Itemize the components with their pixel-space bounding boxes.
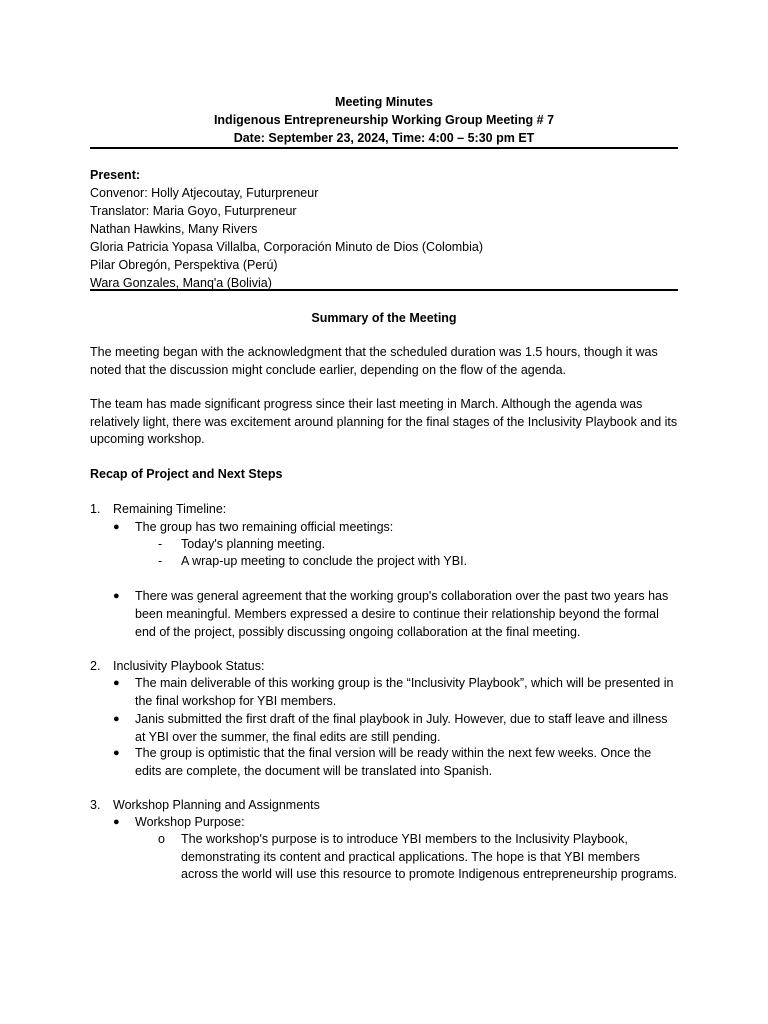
numbered-item xyxy=(90,796,320,814)
attendee: Nathan Hawkins, Many Rivers xyxy=(90,222,258,236)
item-number: 2. xyxy=(90,659,101,673)
attendee: Convenor: Holly Atjecoutay, Futurpreneur xyxy=(90,186,319,200)
summary-heading: Summary of the Meeting xyxy=(311,311,457,325)
attendees-section xyxy=(90,166,678,292)
bullet-item: ● The group has two remaining official meetings: xyxy=(113,520,394,534)
item-title: Remaining Timeline: xyxy=(113,502,227,516)
recap-heading: Recap of Project and Next Steps xyxy=(90,467,283,481)
numbered-item xyxy=(90,500,226,518)
bullet-icon: ● xyxy=(113,816,120,828)
item-title: Inclusivity Playbook Status: xyxy=(113,659,265,673)
summary-paragraph: The team has made significant progress since their last meeting in March. Although the agenda was relatively light, there was excitement around planning for the final stages of the Inclusivity Playbook and its upcoming workshop. xyxy=(90,397,678,446)
meeting-name: Indigenous Entrepreneurship Working Group Meeting # 7 xyxy=(213,113,555,127)
bullet-icon: ● xyxy=(113,713,120,725)
dash-icon: - xyxy=(158,537,163,551)
bullet-item: ● There was general agreement that the working group's collaboration over the past two years has been meaningful. Members expressed a desire to continue their relationship beyond the formal end of the project, possibly discussing ongoing collaboration at the final meeting. xyxy=(113,589,669,639)
header-divider xyxy=(90,147,678,149)
present-label: Present: xyxy=(90,168,141,182)
item-title: Workshop Planning and Assignments xyxy=(113,798,320,812)
document-header xyxy=(90,93,678,147)
bullet-icon: ● xyxy=(113,590,120,602)
item-number: 1. xyxy=(90,502,101,516)
bullet-icon: ● xyxy=(113,521,120,533)
item-number: 3. xyxy=(90,798,101,812)
circle-subitem: o The workshop's purpose is to introduce YBI members to the Inclusivity Playbook, demonstrating its content and practical applications. The hope is that YBI members across the world will use this resource to promote Indigenous entrepreneurship programs. xyxy=(158,832,678,881)
dash-item: - Today's planning meeting. xyxy=(158,537,326,551)
bullet-icon: ● xyxy=(113,677,120,689)
bullet-item: ● Janis submitted the first draft of the final playbook in July. However, due to staff leave and illness at YBI over the summer, the final edits are still pending. xyxy=(113,712,668,744)
meeting-date: Date: September 23, 2024, Time: 4:00 – 5:30 pm ET xyxy=(233,131,535,145)
dash-item: - A wrap-up meeting to conclude the project with YBI. xyxy=(158,554,468,568)
attendee: Gloria Patricia Yopasa Villalba, Corporación Minuto de Dios (Colombia) xyxy=(90,240,484,254)
attendee: Pilar Obregón, Perspektiva (Perú) xyxy=(90,258,278,272)
dash-icon: - xyxy=(158,554,163,568)
attendee: Translator: Maria Goyo, Futurpreneur xyxy=(90,204,297,218)
bullet-item: ● The main deliverable of this working group is the “Inclusivity Playbook”, which will be presented in the final workshop for YBI members. xyxy=(113,676,674,708)
bullet-item: ● Workshop Purpose: xyxy=(113,815,245,829)
circle-bullet-icon: o xyxy=(158,832,165,846)
numbered-item xyxy=(90,657,264,675)
bullet-item: ● The group is optimistic that the final version will be ready within the next few weeks. Once the edits are complete, the document will be translated into Spanish. xyxy=(113,746,652,778)
document-title: Meeting Minutes xyxy=(335,95,433,109)
attendees-divider xyxy=(90,289,678,291)
attendee: Wara Gonzales, Manq'a (Bolivia) xyxy=(90,276,272,290)
bullet-icon: ● xyxy=(113,747,120,759)
summary-paragraph: The meeting began with the acknowledgment that the scheduled duration was 1.5 hours, though it was noted that the discussion might conclude earlier, depending on the flow of the agenda. xyxy=(90,345,658,377)
